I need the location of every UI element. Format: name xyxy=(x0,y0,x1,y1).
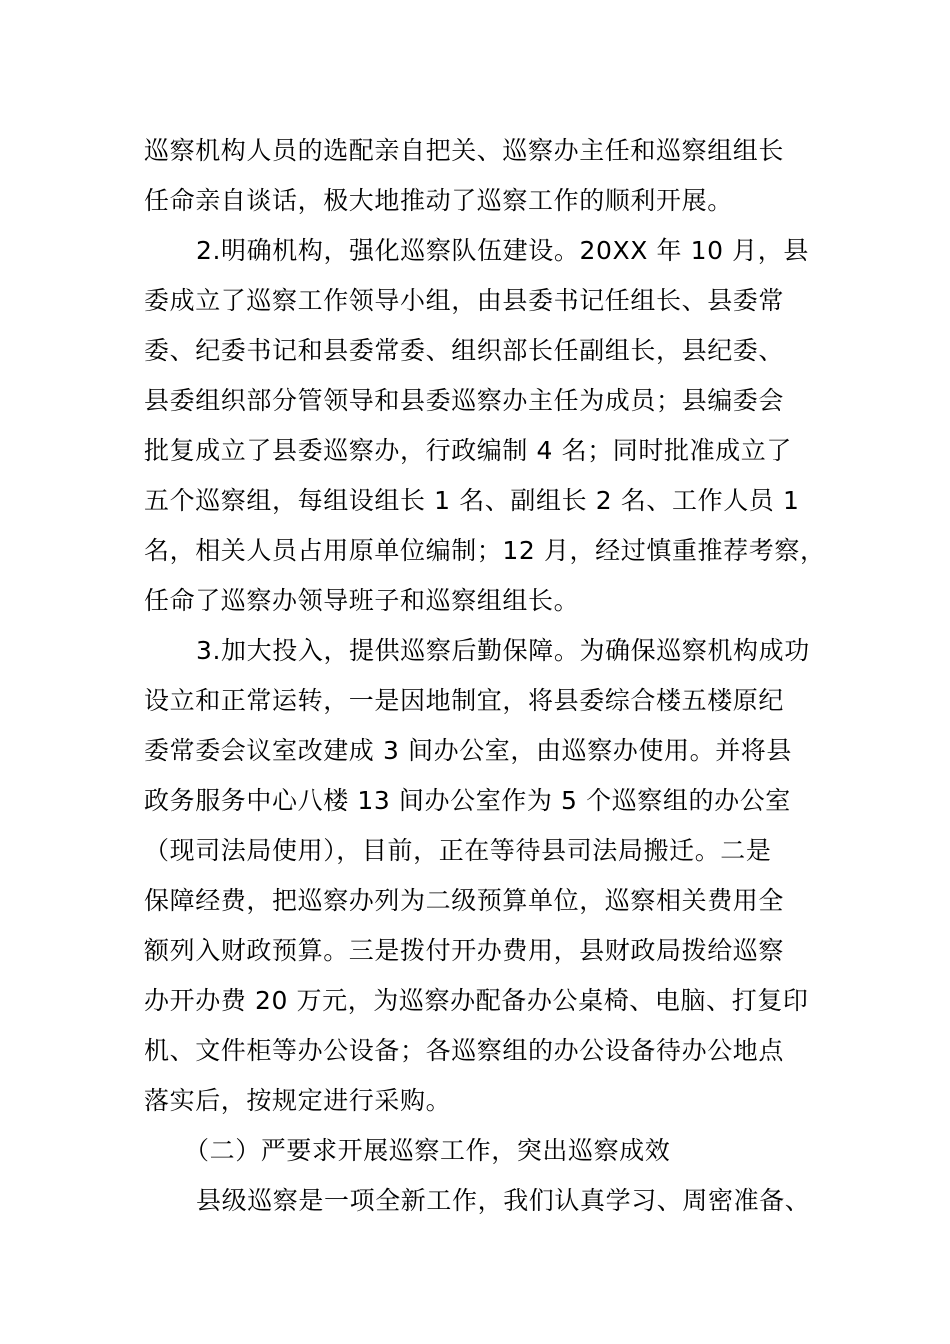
text-line: 巡察机构人员的选配亲自把关、巡察办主任和巡察组组长 xyxy=(144,136,785,165)
text-line: 委、纪委书记和县委常委、组织部长任副组长，县纪委、 xyxy=(144,336,785,365)
text-line: 机、文件柜等办公设备；各巡察组的办公设备待办公地点 xyxy=(144,1036,785,1065)
text-line: 任命了巡察办领导班子和巡察组组长。 xyxy=(144,586,580,615)
text-line: 名，相关人员占用原单位编制；12 月，经过慎重推荐考察， xyxy=(144,536,826,565)
text-line: 落实后，按规定进行采购。 xyxy=(144,1086,452,1115)
document-body xyxy=(144,126,830,1226)
text-line: 县委组织部分管领导和县委巡察办主任为成员；县编委会 xyxy=(144,386,785,415)
text-line: 额列入财政预算。三是拨付开办费用，县财政局拨给巡察 xyxy=(144,936,785,965)
text-line: 设立和正常运转，一是因地制宜，将县委综合楼五楼原纪 xyxy=(144,686,785,715)
paragraph-start-line: 2.明确机构，强化巡察队伍建设。20XX 年 10 月，县 xyxy=(196,236,809,265)
text-line: 五个巡察组，每组设组长 1 名、副组长 2 名、工作人员 1 xyxy=(144,486,800,515)
text-line: （现司法局使用），目前，正在等待县司法局搬迁。二是 xyxy=(144,836,772,865)
text-line: 委成立了巡察工作领导小组，由县委书记任组长、县委常 xyxy=(144,286,785,315)
text-line: 办开办费 20 万元，为巡察办配备办公桌椅、电脑、打复印 xyxy=(144,986,809,1015)
text-line: 保障经费，把巡察办列为二级预算单位，巡察相关费用全 xyxy=(144,886,785,915)
paragraph-start-line: 县级巡察是一项全新工作，我们认真学习、周密准备、 xyxy=(196,1186,811,1215)
text-line: 任命亲自谈话，极大地推动了巡察工作的顺利开展。 xyxy=(144,186,733,215)
text-line: 批复成立了县委巡察办，行政编制 4 名；同时批准成立了 xyxy=(144,436,793,465)
section-heading: （二）严要求开展巡察工作，突出巡察成效 xyxy=(184,1136,671,1165)
text-line: 政务服务中心八楼 13 间办公室作为 5 个巡察组的办公室 xyxy=(144,786,791,815)
paragraph-start-line: 3.加大投入，提供巡察后勤保障。为确保巡察机构成功 xyxy=(196,636,810,665)
text-line: 委常委会议室改建成 3 间办公室，由巡察办使用。并将县 xyxy=(144,736,793,765)
